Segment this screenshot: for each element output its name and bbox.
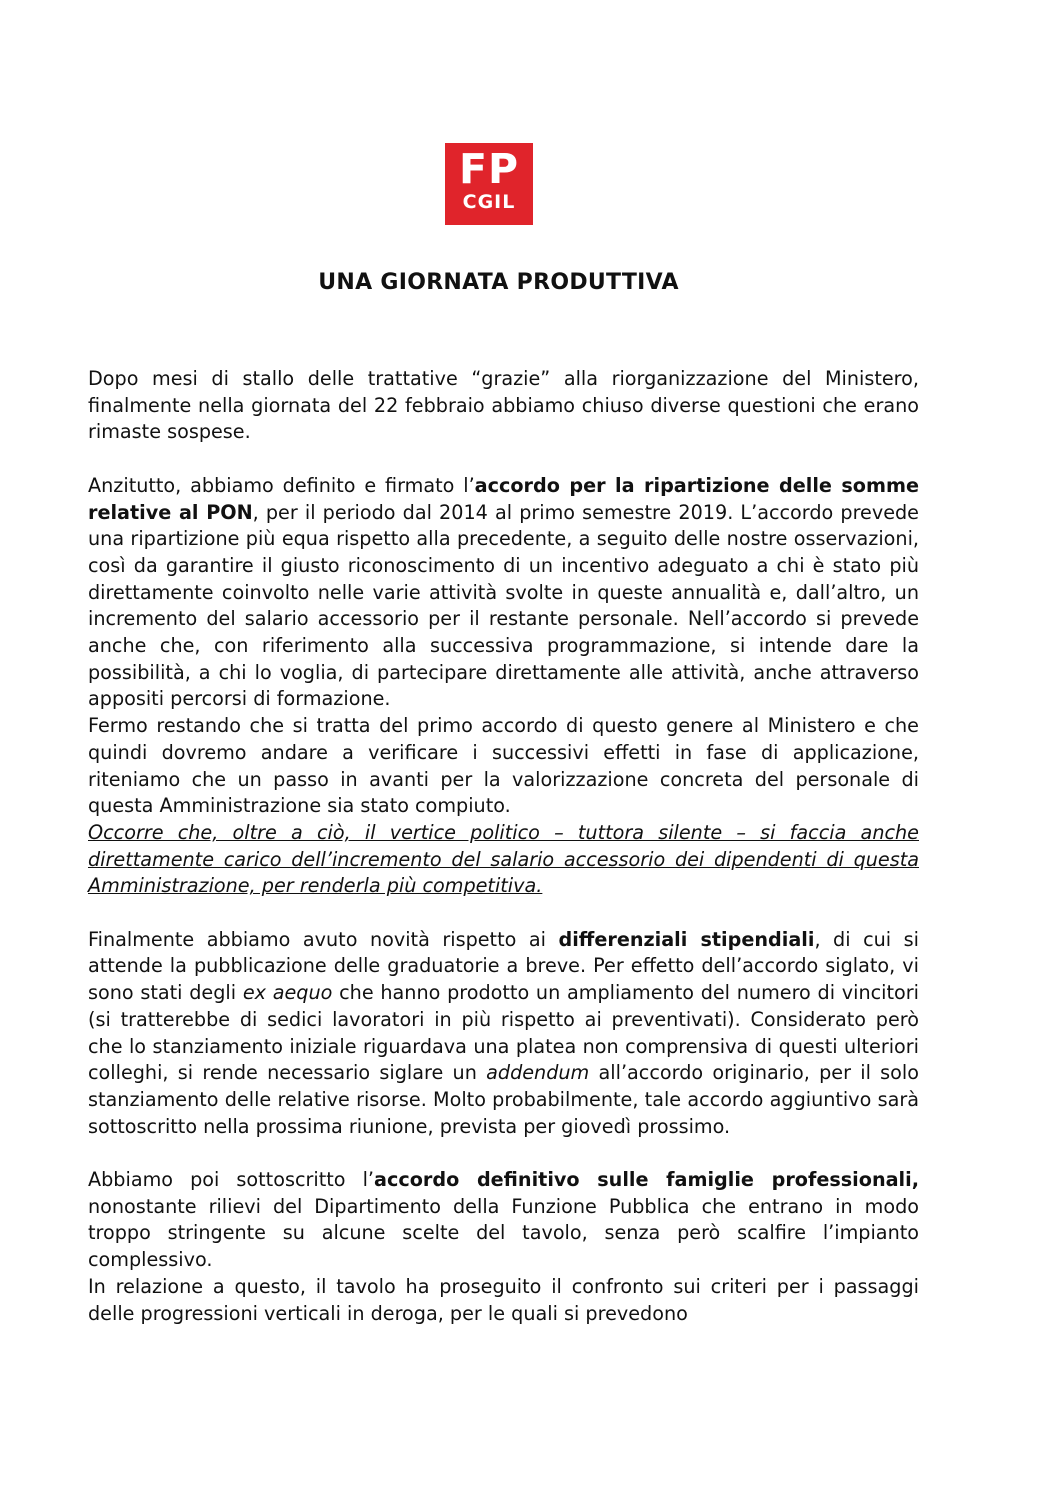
fp-cgil-logo [445, 143, 533, 225]
logo-cgil-text: CGIL [462, 191, 516, 213]
bold-famiglie-professionali: accordo definitivo sulle famiglie professionali, [374, 1168, 919, 1192]
paragraph-intro: Dopo mesi di stallo delle trattative “grazie” alla riorganizzazione del Ministero, finalmente nella giornata del 22 febbraio abbiamo chiuso diverse questioni che erano rimaste sospese. [88, 367, 919, 444]
paragraph-first-agreement: Fermo restando che si tratta del primo accordo di questo genere al Ministero e che quindi dovremo andare a verificare i successivi effetti in fase di applicazione, riteniamo che un passo in avanti per la valorizzazione concreta del personale di questa Amministrazione sia stato compiuto. [88, 714, 919, 818]
paragraph-gap [88, 1140, 919, 1167]
text-run: Anzitutto, abbiamo definito e firmato l’ [88, 473, 475, 497]
text-run: Abbiamo poi sottoscritto l’ [88, 1168, 375, 1192]
text-run: Finalmente abbiamo avuto novità rispetto ai [88, 927, 559, 951]
paragraph-pon-agreement [88, 473, 919, 713]
italic-ex-aequo: ex aequo [242, 981, 333, 1005]
paragraph-vertical-progressions: In relazione a questo, il tavolo ha proseguito il confronto sui criteri per i passaggi delle progressioni verticali in deroga, per le quali si prevedono [88, 1274, 919, 1325]
paragraph-professional-families [88, 1167, 919, 1274]
paragraph-gap [88, 446, 919, 473]
paragraph-gap [88, 900, 919, 927]
logo-fp-text: FP [458, 145, 520, 193]
text-run: all’accordo originario, per il solo stanziamento delle relative risorse. Molto probabilmente, tale accordo aggiuntivo sarà sottoscritto nella prossima riunione, prevista per giovedì prossimo. [88, 1061, 919, 1138]
text-run: , di cui si attende la pubblicazione delle graduatorie a breve. Per effetto dell’accordo siglato, vi sono stati degli [88, 927, 919, 1005]
text-run: , per il periodo dal 2014 al primo semestre 2019. L’accordo prevede una ripartizione più equa rispetto alla precedente, a seguito delle nostre osservazioni, così da garantire il giusto riconoscimento di un incentivo adeguato a chi è stato più direttamente coinvolto nelle varie attività svolte in queste annualità e, dall’altro, un incremento del salario accessorio per il restante personale. Nell’accordo si prevede anche che, con riferimento alla successiva programmazione, si intende dare la possibilità, a chi lo voglia, di partecipare direttamente alle attività, anche attraverso appositi percorsi di formazione. [88, 500, 919, 711]
paragraph-salary-differentials [88, 927, 919, 1141]
bold-pon-agreement: accordo per la ripartizione delle somme relative al PON [88, 473, 919, 524]
document-body [88, 366, 919, 1327]
document-title: UNA GIORNATA PRODUTTIVA [318, 270, 679, 295]
paragraph-underlined-appeal: Occorre che, oltre a ciò, il vertice politico – tuttora silente – si faccia anche direttamente carico dell’incremento del salario accessorio dei dipendenti di questa Amministrazione, per renderla più competitiva. [88, 820, 919, 898]
text-run: che hanno prodotto un ampliamento del numero di vincitori (si tratterebbe di sedici lavoratori in più rispetto ai preventivati). Considerato però che lo stanziamento iniziale riguardava una platea non comprensiva di questi ulteriori colleghi, si rende necessario siglare un [88, 981, 919, 1085]
text-run: nonostante rilievi del Dipartimento della Funzione Pubblica che entrano in modo troppo stringente su alcune scelte del tavolo, senza però scalfire l’impianto complessivo. [88, 1194, 919, 1272]
italic-addendum: addendum [486, 1061, 590, 1085]
bold-differenziali: differenziali stipendiali [558, 927, 815, 951]
